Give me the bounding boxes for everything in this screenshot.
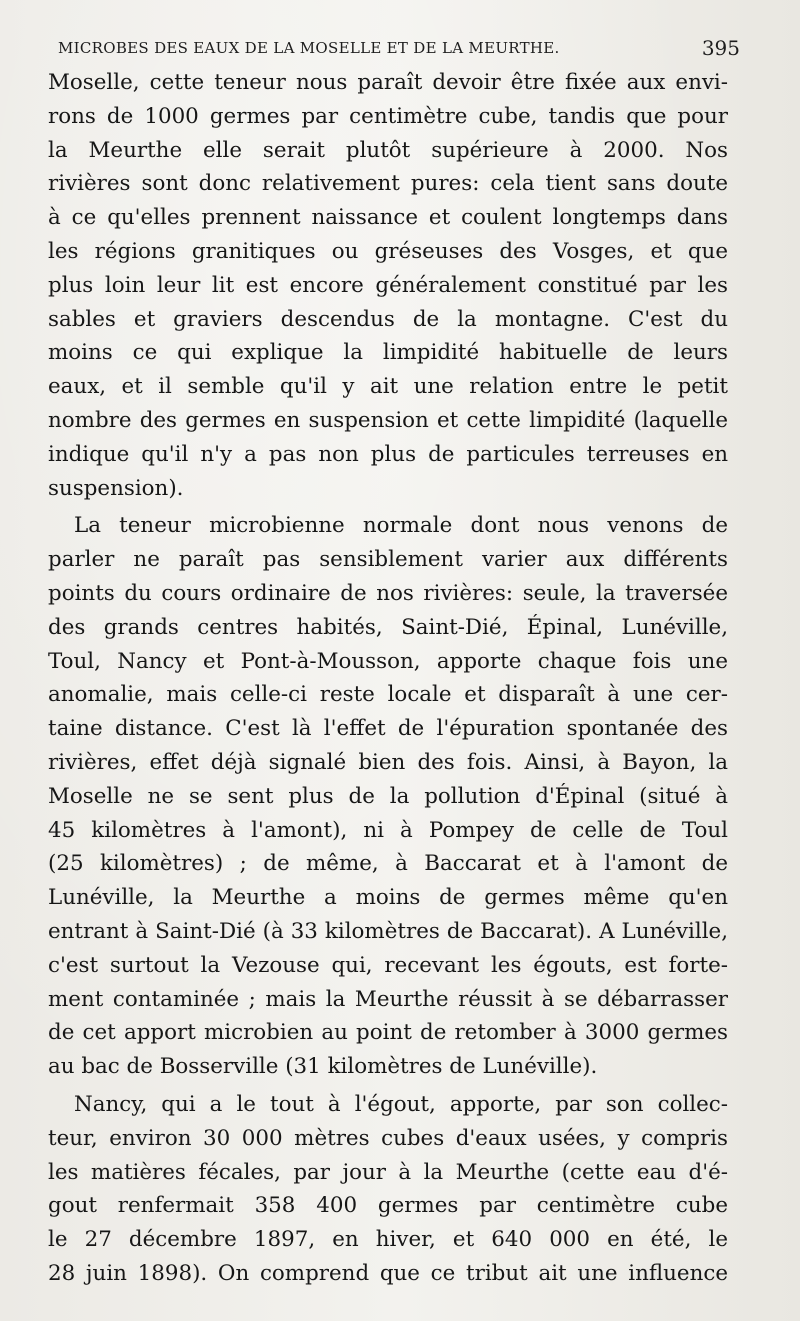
- paragraph: [48, 66, 728, 505]
- text-line: suspension).: [48, 475, 184, 501]
- text-line: des grands centres habités, Saint-Dié, Épinal, Lunéville,: [48, 614, 728, 640]
- text-line: c'est surtout la Vezouse qui, recevant les égouts, est forte-: [48, 952, 728, 978]
- text-line: les régions granitiques ou gréseuses des Vosges, et que: [48, 238, 728, 264]
- text-line: rivières, effet déjà signalé bien des fois. Ainsi, à Bayon, la: [48, 749, 728, 775]
- text-line: le 27 décembre 1897, en hiver, et 640 000 en été, le: [48, 1227, 728, 1253]
- text-line: rons de 1000 germes par centimètre cube, tandis que pour: [48, 103, 728, 129]
- running-head: MICROBES DES EAUX DE LA MOSELLE ET DE LA MEURTHE.: [58, 39, 560, 57]
- text-line: 45 kilomètres à l'amont), ni à Pompey de celle de Toul: [48, 817, 728, 843]
- text-line: moins ce qui explique la limpidité habituelle de leurs: [48, 340, 728, 366]
- text-line: Toul, Nancy et Pont-à-Mousson, apporte chaque fois une: [48, 648, 728, 674]
- text-line: plus loin leur lit est encore généralement constitué par les: [48, 272, 728, 298]
- text-line: de cet apport microbien au point de retomber à 3000 germes: [48, 1020, 728, 1046]
- text-line: (25 kilomètres) ; de même, à Baccarat et à l'amont de: [48, 851, 728, 877]
- text-line: entrant à Saint-Dié (à 33 kilomètres de Baccarat). A Lunéville,: [48, 918, 728, 944]
- text-line: gout renfermait 358 400 germes par centimètre cube: [48, 1193, 728, 1219]
- text-line: Nancy, qui a le tout à l'égout, apporte, par son collec-: [74, 1091, 728, 1117]
- text-line: la Meurthe elle serait plutôt supérieure à 2000. Nos: [48, 137, 728, 163]
- text-line: les matières fécales, par jour à la Meurthe (cette eau d'é-: [48, 1159, 728, 1185]
- text-line: anomalie, mais celle-ci reste locale et disparaît à une cer-: [48, 682, 728, 708]
- text-line: eaux, et il semble qu'il y ait une relation entre le petit: [48, 374, 728, 400]
- text-line: sables et graviers descendus de la montagne. C'est du: [48, 306, 728, 332]
- text-line: nombre des germes en suspension et cette limpidité (laquelle: [48, 407, 728, 433]
- page-header: [58, 36, 740, 62]
- text-line: teur, environ 30 000 mètres cubes d'eaux usées, y compris: [48, 1125, 728, 1151]
- text-line: rivières sont donc relativement pures: cela tient sans doute: [48, 171, 728, 197]
- text-line: 28 juin 1898). On comprend que ce tribut ait une influence: [48, 1260, 728, 1286]
- body-text: [48, 66, 728, 1291]
- paragraph: [48, 1088, 728, 1291]
- paragraph: [48, 509, 728, 1084]
- text-line: Lunéville, la Meurthe a moins de germes même qu'en: [48, 885, 728, 911]
- text-line: au bac de Bosserville (31 kilomètres de Lunéville).: [48, 1054, 598, 1080]
- text-line: La teneur microbienne normale dont nous venons de: [74, 513, 728, 539]
- text-line: parler ne paraît pas sensiblement varier aux différents: [48, 547, 728, 573]
- page-number: 395: [701, 36, 740, 60]
- text-line: Moselle, cette teneur nous paraît devoir être fixée aux envi-: [48, 70, 728, 95]
- text-line: ment contaminée ; mais la Meurthe réussit à se débarrasser: [48, 986, 728, 1012]
- text-line: à ce qu'elles prennent naissance et coulent longtemps dans: [48, 205, 728, 231]
- text-line: Moselle ne se sent plus de la pollution d'Épinal (situé à: [48, 783, 728, 809]
- text-line: indique qu'il n'y a pas non plus de particules terreuses en: [48, 441, 728, 467]
- text-line: taine distance. C'est là l'effet de l'épuration spontanée des: [48, 716, 728, 742]
- text-line: points du cours ordinaire de nos rivières: seule, la traversée: [48, 580, 728, 606]
